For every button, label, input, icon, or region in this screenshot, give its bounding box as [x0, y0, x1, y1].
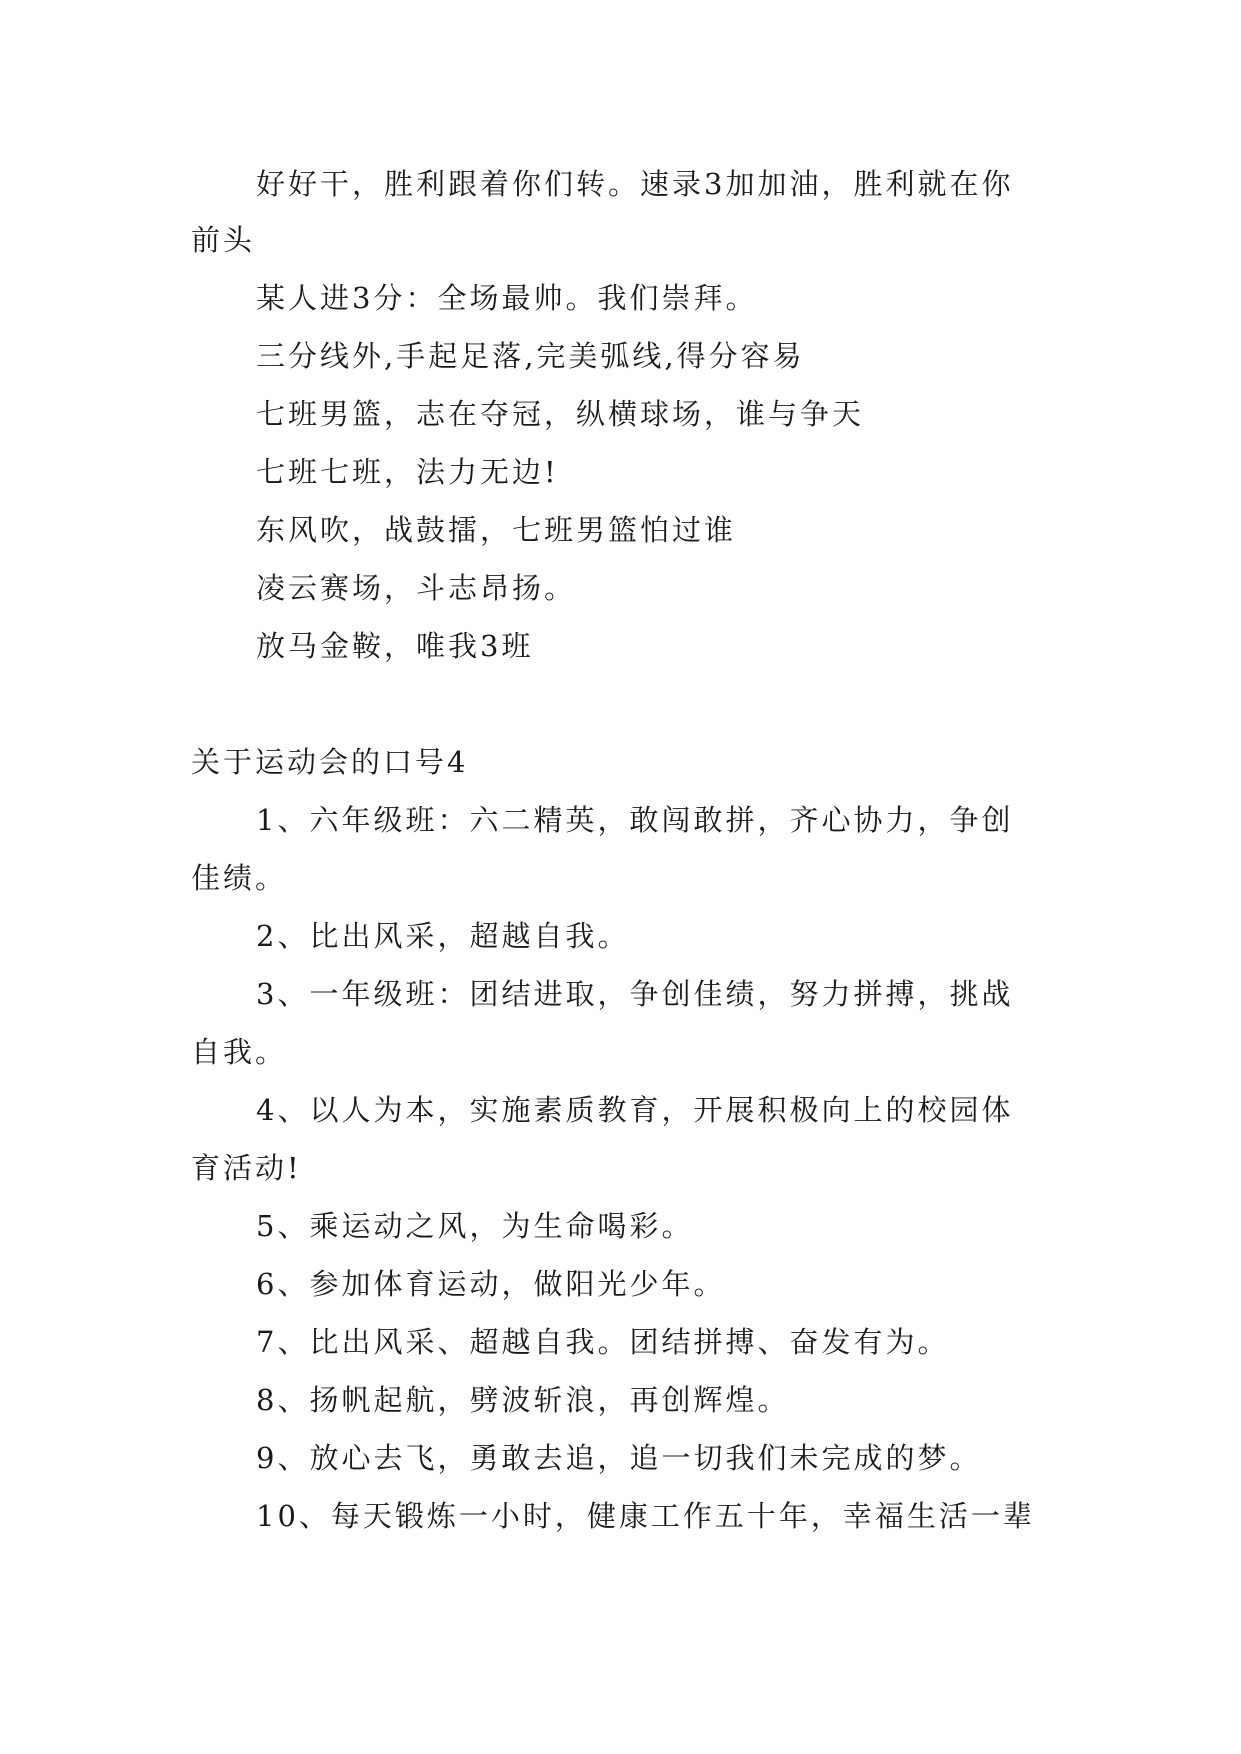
text-line: 前头 [191, 223, 256, 257]
text-line: 凌云赛场，斗志昂扬。 [256, 571, 577, 605]
text-line: 某人进3分：全场最帅。我们崇拜。 [256, 281, 758, 315]
text-line: 好好干，胜利跟着你们转。速录3加加油，胜利就在你 [256, 167, 1014, 201]
list-item: 8、扬帆起航，劈波斩浪，再创辉煌。 [256, 1383, 790, 1417]
list-item: 6、参加体育运动，做阳光少年。 [256, 1267, 726, 1301]
section-heading: 关于运动会的口号4 [191, 745, 469, 779]
text-line: 三分线外,手起足落,完美弧线,得分容易 [256, 339, 805, 373]
list-item: 3、一年级班：团结进取，争创佳绩，努力拼搏，挑战 [256, 977, 1014, 1011]
text-line: 放马金鞍，唯我3班 [256, 629, 534, 663]
list-item: 9、放心去飞，勇敢去追，追一切我们未完成的梦。 [256, 1441, 982, 1475]
list-item-continuation: 自我。 [191, 1035, 288, 1069]
text-line: 七班七班，法力无边! [256, 455, 559, 489]
list-item: 4、以人为本，实施素质教育，开展积极向上的校园体 [256, 1093, 1014, 1127]
list-item: 7、比出风采、超越自我。团结拼搏、奋发有为。 [256, 1325, 950, 1359]
list-item: 1、六年级班：六二精英，敢闯敢拼，齐心协力，争创 [256, 803, 1014, 837]
list-item: 10、每天锻炼一小时，健康工作五十年，幸福生活一辈 [256, 1499, 1035, 1533]
list-item: 2、比出风采，超越自我。 [256, 919, 630, 953]
text-line: 东风吹，战鼓擂，七班男篮怕过谁 [256, 513, 737, 547]
list-item: 5、乘运动之风，为生命喝彩。 [256, 1209, 694, 1243]
text-line: 七班男篮，志在夺冠，纵横球场，谁与争天 [256, 397, 865, 431]
list-item-continuation: 佳绩。 [191, 861, 288, 895]
list-item-continuation: 育活动! [191, 1151, 302, 1185]
